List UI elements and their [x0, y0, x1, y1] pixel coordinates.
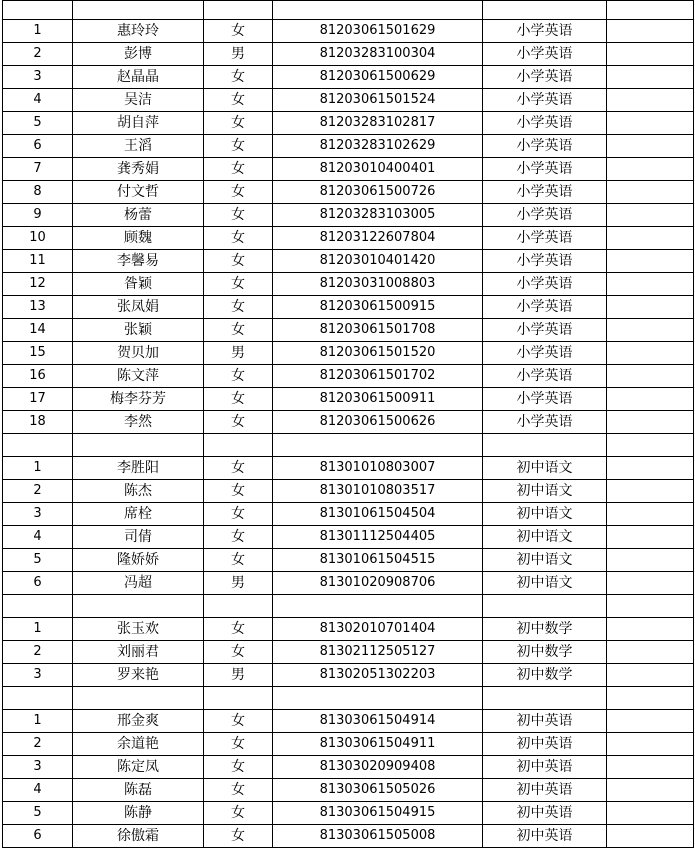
- exam-id-cell: 81302051302203: [273, 664, 483, 687]
- subject-cell: 初中英语: [483, 825, 607, 848]
- results-table: [2, 0, 694, 848]
- gender-cell: 女: [204, 411, 273, 434]
- blank-cell: [3, 434, 73, 457]
- blank-cell: [273, 1, 483, 20]
- subject-cell: 小学英语: [483, 319, 607, 342]
- table-row: [3, 618, 694, 641]
- name-cell: 席栓: [73, 503, 204, 526]
- row-number-cell: 1: [3, 618, 73, 641]
- exam-id-cell: 81301010803007: [273, 457, 483, 480]
- gender-cell: 男: [204, 342, 273, 365]
- name-cell: 陈杰: [73, 480, 204, 503]
- subject-cell: 初中语文: [483, 526, 607, 549]
- blank-cell: [607, 1, 694, 20]
- subject-cell: 初中英语: [483, 710, 607, 733]
- table-row: [3, 135, 694, 158]
- blank-cell: [607, 319, 694, 342]
- name-cell: 彭博: [73, 43, 204, 66]
- blank-cell: [607, 296, 694, 319]
- row-number-cell: 2: [3, 43, 73, 66]
- row-number-cell: 1: [3, 20, 73, 43]
- blank-cell: [204, 687, 273, 710]
- blank-cell: [204, 1, 273, 20]
- exam-id-cell: 81303061504915: [273, 802, 483, 825]
- row-number-cell: 13: [3, 296, 73, 319]
- subject-cell: 初中语文: [483, 457, 607, 480]
- blank-cell: [73, 1, 204, 20]
- blank-cell: [273, 687, 483, 710]
- row-number-cell: 4: [3, 526, 73, 549]
- row-number-cell: 3: [3, 66, 73, 89]
- subject-cell: 初中英语: [483, 756, 607, 779]
- name-cell: 贺贝加: [73, 342, 204, 365]
- exam-id-cell: 81203122607804: [273, 227, 483, 250]
- subject-cell: 初中语文: [483, 549, 607, 572]
- name-cell: 顾魏: [73, 227, 204, 250]
- blank-cell: [607, 342, 694, 365]
- row-number-cell: 14: [3, 319, 73, 342]
- name-cell: 付文哲: [73, 181, 204, 204]
- row-number-cell: 2: [3, 733, 73, 756]
- name-cell: 司倩: [73, 526, 204, 549]
- table-row: [3, 20, 694, 43]
- gender-cell: 女: [204, 388, 273, 411]
- blank-cell: [607, 411, 694, 434]
- gender-cell: 女: [204, 802, 273, 825]
- name-cell: 龚秀娟: [73, 158, 204, 181]
- row-number-cell: 5: [3, 802, 73, 825]
- top-blank-row: [3, 1, 694, 20]
- table-row: [3, 480, 694, 503]
- table-row: [3, 779, 694, 802]
- blank-cell: [607, 779, 694, 802]
- table-row: [3, 526, 694, 549]
- name-cell: 李胜阳: [73, 457, 204, 480]
- gender-cell: 女: [204, 250, 273, 273]
- blank-cell: [607, 66, 694, 89]
- subject-cell: 初中数学: [483, 618, 607, 641]
- name-cell: 惠玲玲: [73, 20, 204, 43]
- subject-cell: 小学英语: [483, 227, 607, 250]
- gender-cell: 女: [204, 503, 273, 526]
- blank-cell: [607, 135, 694, 158]
- table-row: [3, 710, 694, 733]
- row-number-cell: 10: [3, 227, 73, 250]
- blank-cell: [607, 710, 694, 733]
- exam-id-cell: 81203061500915: [273, 296, 483, 319]
- table-row: [3, 181, 694, 204]
- gender-cell: 女: [204, 89, 273, 112]
- subject-cell: 小学英语: [483, 250, 607, 273]
- table-row: [3, 664, 694, 687]
- table-row: [3, 43, 694, 66]
- blank-cell: [483, 595, 607, 618]
- blank-cell: [273, 434, 483, 457]
- subject-cell: 小学英语: [483, 112, 607, 135]
- name-cell: 梅李芬芳: [73, 388, 204, 411]
- blank-cell: [607, 756, 694, 779]
- blank-cell: [607, 365, 694, 388]
- subject-cell: 小学英语: [483, 273, 607, 296]
- gender-cell: 女: [204, 710, 273, 733]
- exam-id-cell: 81301010803517: [273, 480, 483, 503]
- exam-id-cell: 81203283102817: [273, 112, 483, 135]
- subject-cell: 初中数学: [483, 664, 607, 687]
- exam-id-cell: 81203061500911: [273, 388, 483, 411]
- exam-id-cell: 81203010400401: [273, 158, 483, 181]
- exam-id-cell: 81303061505008: [273, 825, 483, 848]
- name-cell: 李馨易: [73, 250, 204, 273]
- exam-id-cell: 81203061500629: [273, 66, 483, 89]
- blank-cell: [607, 89, 694, 112]
- blank-cell: [607, 227, 694, 250]
- blank-cell: [607, 641, 694, 664]
- exam-id-cell: 81203031008803: [273, 273, 483, 296]
- exam-id-cell: 81203283103005: [273, 204, 483, 227]
- blank-cell: [483, 1, 607, 20]
- gender-cell: 女: [204, 319, 273, 342]
- exam-id-cell: 81203061501629: [273, 20, 483, 43]
- blank-cell: [607, 204, 694, 227]
- row-number-cell: 3: [3, 756, 73, 779]
- table-row: [3, 572, 694, 595]
- blank-cell: [607, 595, 694, 618]
- exam-id-cell: 81203061500726: [273, 181, 483, 204]
- subject-cell: 小学英语: [483, 342, 607, 365]
- table-row: [3, 802, 694, 825]
- blank-cell: [607, 549, 694, 572]
- table-row: [3, 227, 694, 250]
- blank-cell: [607, 112, 694, 135]
- table-row: [3, 457, 694, 480]
- table-row: [3, 250, 694, 273]
- row-number-cell: 15: [3, 342, 73, 365]
- subject-cell: 初中数学: [483, 641, 607, 664]
- table-row: [3, 66, 694, 89]
- table-row: [3, 89, 694, 112]
- table-row: [3, 733, 694, 756]
- table-row: [3, 342, 694, 365]
- row-number-cell: 5: [3, 112, 73, 135]
- row-number-cell: 4: [3, 779, 73, 802]
- gender-cell: 女: [204, 825, 273, 848]
- row-number-cell: 6: [3, 572, 73, 595]
- group-separator-row: [3, 595, 694, 618]
- exam-id-cell: 81203010401420: [273, 250, 483, 273]
- name-cell: 陈定凤: [73, 756, 204, 779]
- subject-cell: 小学英语: [483, 388, 607, 411]
- gender-cell: 女: [204, 135, 273, 158]
- subject-cell: 初中语文: [483, 503, 607, 526]
- name-cell: 胡自萍: [73, 112, 204, 135]
- name-cell: 李然: [73, 411, 204, 434]
- row-number-cell: 7: [3, 158, 73, 181]
- subject-cell: 初中英语: [483, 779, 607, 802]
- blank-cell: [483, 434, 607, 457]
- table-body: [3, 1, 694, 848]
- blank-cell: [607, 802, 694, 825]
- exam-id-cell: 81303061504914: [273, 710, 483, 733]
- table-row: [3, 549, 694, 572]
- blank-cell: [607, 273, 694, 296]
- blank-cell: [607, 388, 694, 411]
- subject-cell: 初中英语: [483, 802, 607, 825]
- gender-cell: 女: [204, 618, 273, 641]
- name-cell: 张凤娟: [73, 296, 204, 319]
- name-cell: 张颖: [73, 319, 204, 342]
- gender-cell: 女: [204, 296, 273, 319]
- blank-cell: [73, 687, 204, 710]
- blank-cell: [607, 526, 694, 549]
- subject-cell: 小学英语: [483, 135, 607, 158]
- table-row: [3, 411, 694, 434]
- gender-cell: 女: [204, 457, 273, 480]
- gender-cell: 女: [204, 480, 273, 503]
- blank-cell: [607, 664, 694, 687]
- exam-id-cell: 81302112505127: [273, 641, 483, 664]
- name-cell: 冯超: [73, 572, 204, 595]
- blank-cell: [73, 434, 204, 457]
- blank-cell: [607, 572, 694, 595]
- blank-cell: [607, 733, 694, 756]
- blank-cell: [607, 434, 694, 457]
- table-row: [3, 158, 694, 181]
- name-cell: 刘丽君: [73, 641, 204, 664]
- table-row: [3, 825, 694, 848]
- exam-id-cell: 81303061505026: [273, 779, 483, 802]
- row-number-cell: 4: [3, 89, 73, 112]
- row-number-cell: 17: [3, 388, 73, 411]
- gender-cell: 女: [204, 756, 273, 779]
- gender-cell: 女: [204, 66, 273, 89]
- subject-cell: 小学英语: [483, 204, 607, 227]
- blank-cell: [607, 43, 694, 66]
- name-cell: 陈静: [73, 802, 204, 825]
- gender-cell: 女: [204, 273, 273, 296]
- blank-cell: [607, 503, 694, 526]
- exam-id-cell: 81203061500626: [273, 411, 483, 434]
- subject-cell: 小学英语: [483, 66, 607, 89]
- gender-cell: 女: [204, 227, 273, 250]
- exam-id-cell: 81203061501524: [273, 89, 483, 112]
- blank-cell: [607, 825, 694, 848]
- blank-cell: [607, 181, 694, 204]
- blank-cell: [607, 250, 694, 273]
- blank-cell: [204, 595, 273, 618]
- blank-cell: [607, 618, 694, 641]
- blank-cell: [607, 480, 694, 503]
- exam-id-cell: 81301112504405: [273, 526, 483, 549]
- blank-cell: [607, 457, 694, 480]
- gender-cell: 女: [204, 526, 273, 549]
- name-cell: 陈磊: [73, 779, 204, 802]
- blank-cell: [607, 158, 694, 181]
- blank-cell: [3, 687, 73, 710]
- row-number-cell: 2: [3, 641, 73, 664]
- row-number-cell: 12: [3, 273, 73, 296]
- row-number-cell: 2: [3, 480, 73, 503]
- gender-cell: 女: [204, 158, 273, 181]
- name-cell: 王滔: [73, 135, 204, 158]
- gender-cell: 女: [204, 641, 273, 664]
- name-cell: 赵晶晶: [73, 66, 204, 89]
- row-number-cell: 18: [3, 411, 73, 434]
- row-number-cell: 8: [3, 181, 73, 204]
- subject-cell: 初中英语: [483, 733, 607, 756]
- blank-cell: [607, 687, 694, 710]
- group-separator-row: [3, 434, 694, 457]
- subject-cell: 小学英语: [483, 158, 607, 181]
- exam-id-cell: 81203061501520: [273, 342, 483, 365]
- blank-cell: [3, 595, 73, 618]
- gender-cell: 女: [204, 779, 273, 802]
- name-cell: 余道艳: [73, 733, 204, 756]
- gender-cell: 女: [204, 181, 273, 204]
- table-row: [3, 296, 694, 319]
- exam-id-cell: 81302010701404: [273, 618, 483, 641]
- name-cell: 隆娇娇: [73, 549, 204, 572]
- gender-cell: 男: [204, 572, 273, 595]
- group-separator-row: [3, 687, 694, 710]
- row-number-cell: 3: [3, 664, 73, 687]
- exam-id-cell: 81303061504911: [273, 733, 483, 756]
- subject-cell: 小学英语: [483, 365, 607, 388]
- name-cell: 杨蕾: [73, 204, 204, 227]
- row-number-cell: 11: [3, 250, 73, 273]
- gender-cell: 男: [204, 43, 273, 66]
- table-row: [3, 112, 694, 135]
- gender-cell: 女: [204, 733, 273, 756]
- name-cell: 陈文萍: [73, 365, 204, 388]
- row-number-cell: 5: [3, 549, 73, 572]
- exam-id-cell: 81203283102629: [273, 135, 483, 158]
- gender-cell: 女: [204, 204, 273, 227]
- subject-cell: 小学英语: [483, 296, 607, 319]
- blank-cell: [483, 687, 607, 710]
- table-row: [3, 319, 694, 342]
- exam-id-cell: 81301061504515: [273, 549, 483, 572]
- name-cell: 徐傲霜: [73, 825, 204, 848]
- name-cell: 昝颖: [73, 273, 204, 296]
- subject-cell: 小学英语: [483, 411, 607, 434]
- row-number-cell: 6: [3, 825, 73, 848]
- table-row: [3, 365, 694, 388]
- row-number-cell: 3: [3, 503, 73, 526]
- blank-cell: [3, 1, 73, 20]
- table-row: [3, 273, 694, 296]
- table-row: [3, 641, 694, 664]
- name-cell: 邢金爽: [73, 710, 204, 733]
- table-row: [3, 388, 694, 411]
- subject-cell: 小学英语: [483, 43, 607, 66]
- subject-cell: 小学英语: [483, 20, 607, 43]
- row-number-cell: 6: [3, 135, 73, 158]
- row-number-cell: 1: [3, 457, 73, 480]
- gender-cell: 男: [204, 664, 273, 687]
- exam-id-cell: 81203061501702: [273, 365, 483, 388]
- subject-cell: 初中语文: [483, 572, 607, 595]
- exam-id-cell: 81301061504504: [273, 503, 483, 526]
- name-cell: 吴洁: [73, 89, 204, 112]
- gender-cell: 女: [204, 20, 273, 43]
- table-row: [3, 204, 694, 227]
- name-cell: 张玉欢: [73, 618, 204, 641]
- gender-cell: 女: [204, 365, 273, 388]
- subject-cell: 小学英语: [483, 89, 607, 112]
- blank-cell: [273, 595, 483, 618]
- row-number-cell: 1: [3, 710, 73, 733]
- row-number-cell: 16: [3, 365, 73, 388]
- exam-id-cell: 81203061501708: [273, 319, 483, 342]
- exam-id-cell: 81301020908706: [273, 572, 483, 595]
- subject-cell: 小学英语: [483, 181, 607, 204]
- gender-cell: 女: [204, 549, 273, 572]
- blank-cell: [204, 434, 273, 457]
- exam-id-cell: 81203283100304: [273, 43, 483, 66]
- blank-cell: [607, 20, 694, 43]
- blank-cell: [73, 595, 204, 618]
- exam-id-cell: 81303020909408: [273, 756, 483, 779]
- table-row: [3, 503, 694, 526]
- gender-cell: 女: [204, 112, 273, 135]
- name-cell: 罗来艳: [73, 664, 204, 687]
- row-number-cell: 9: [3, 204, 73, 227]
- table-row: [3, 756, 694, 779]
- subject-cell: 初中语文: [483, 480, 607, 503]
